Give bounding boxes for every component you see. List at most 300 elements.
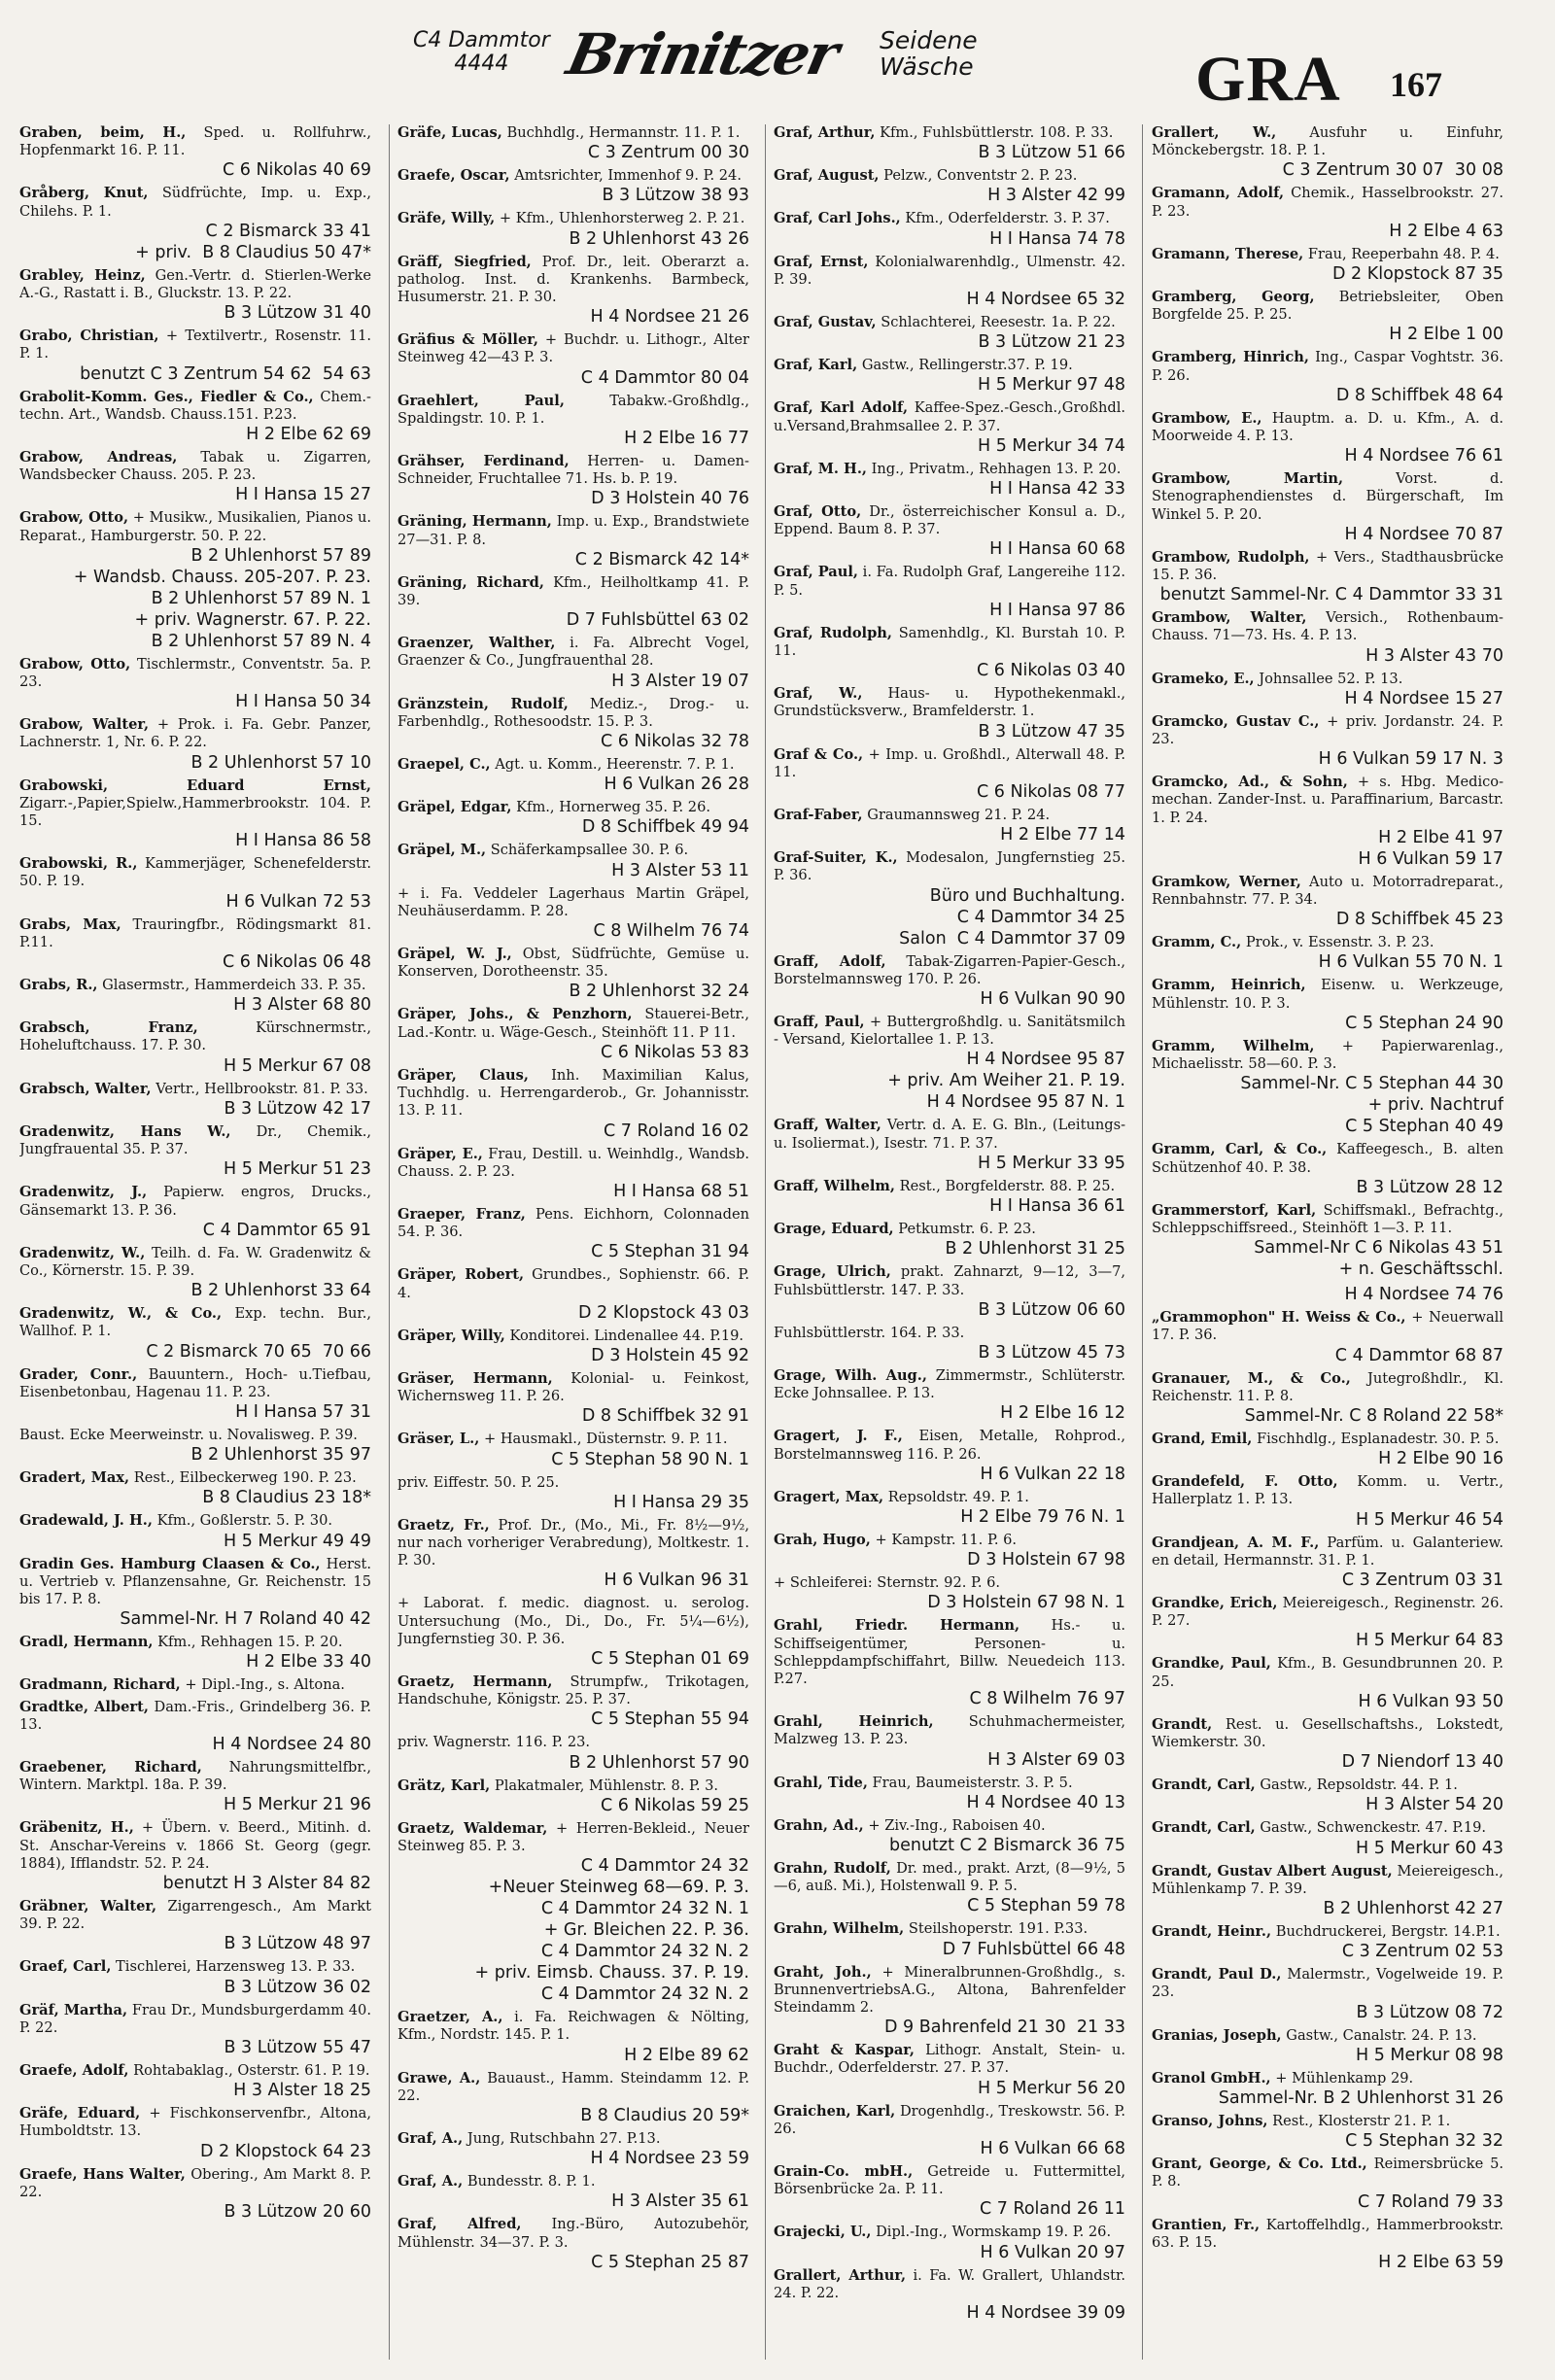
entry-details: i. Fa. W. Grallert, Uhlandstr. 24. P. 22. [774,2266,1125,2301]
entry-details: Komm. u. Vertr., Hallerplatz 1. P. 13. [1152,1473,1503,1508]
entry-phone: H 4 Nordsee 23 59 [590,2149,749,2169]
entry-details: + Kfm., Uhlenhorsterweg 2. P. 21. [499,210,745,227]
entry-details: Frau, Destill. u. Weinhdlg., Wandsb. Chauss. 2. P. 23. [397,1145,749,1180]
entry-details: + Herren-Bekleid., Neuer Steinweg 85. P. 3. [397,1819,749,1854]
directory-entry [397,696,749,752]
entry-name: Graetz, Hermann, [397,1673,553,1690]
entry-phone: H 5 Merkur 34 74 [977,435,1125,456]
entry-details: Zigarrengesch., Am Markt 39. P. 22. [19,1897,371,1933]
directory-entry [397,1673,749,1730]
entry-phone: + priv. Am Weiher 21. P. 19. [887,1071,1125,1091]
directory-entry [397,1328,749,1366]
entry-phone: Sammel-Nr. C 5 Stephan 44 30 [1240,1074,1503,1094]
entry-details: Kfm., Goßlerstr. 5. P. 30. [156,1512,333,1530]
entry-details: Dr., österreichischer Konsul a. D., Eppend. Baum 8. P. 37. [774,503,1125,538]
entry-phone: C 6 Nikolas 40 69 [222,160,371,181]
directory-entry [397,210,749,249]
entry-phone: H I Hansa 74 78 [989,228,1125,249]
directory-entry [1152,124,1503,181]
entry-phone: H 4 Nordsee 40 13 [966,1792,1125,1812]
entry-details: Tabak-Zigarren-Papier-Gesch., Borstelmannsweg 170. P. 26. [774,952,1125,987]
directory-entry [397,1206,749,1262]
entry-name: Gramkow, Werner, [1152,873,1301,890]
entry-name: Graepel, C., [397,756,491,774]
entry-name: Grahl, Heinrich, [774,1713,934,1731]
entry-name: Gränzstein, Rudolf, [397,695,569,712]
entry-name: Graf, Alfred, [397,2216,522,2233]
entry-phone: B 2 Uhlenhorst 42 27 [1323,1898,1503,1918]
entry-phone: B 2 Uhlenhorst 57 89 [190,545,371,566]
entry-phone: C 5 Stephan 32 32 [1345,2131,1503,2152]
entry-details: i. Fa. Albrecht Vogel, Graenzer & Co., Jungfrauenthal 28. [397,635,749,670]
entry-details: Mediz.-, Drog.- u. Farbenhdlg., Rothesoodstr. 15. P. 3. [397,695,749,730]
entry-details: Rohtabaklag., Osterstr. 61. P. 19. [133,2061,370,2079]
entry-phone: C 7 Roland 79 33 [1357,2191,1503,2212]
entry-phone: C 4 Dammtor 24 32 N. 2 [540,1942,749,1962]
directory-entry [397,2070,749,2126]
directory-entry [1152,2113,1503,2152]
entry-name: Grabs, Max, [19,915,121,933]
directory-entry [1152,1473,1503,1530]
entry-details: Gastw., Canalstr. 24. P. 13. [1286,2026,1477,2044]
entry-name: Graff, Paul, [774,1014,865,1031]
directory-entry [19,2002,371,2058]
entry-phone: H 6 Vulkan 93 50 [1358,1691,1503,1711]
advertisement-tagline-line-1: Seidene [880,26,978,54]
entry-name: Graht, Joh., [774,1963,872,1981]
entry-details: Eisenw. u. Werkzeuge, Mühlenstr. 10. P. 3. [1152,977,1503,1012]
entry-details: Gastw., Schwenckestr. 47. P.19. [1260,1819,1487,1837]
directory-entry [1152,470,1503,545]
entry-details: Vertr. d. A. E. G. Bln., (Leitungs- u. Isoliermat.), Isestr. 71. P. 37. [774,1117,1125,1152]
entry-details: Meiereigesch., Reginenstr. 26. P. 27. [1152,1594,1503,1630]
entry-phone: B 3 Lützow 08 72 [1356,2002,1503,2022]
entry-name: Graf-Faber, [774,807,863,824]
entry-phone: B 3 Lützow 31 40 [224,303,371,324]
entry-name: Grameko, E., [1152,670,1255,687]
entry-details: Betriebsleiter, Oben Borgfelde 25. P. 25. [1152,289,1503,324]
entry-details: Rest., Eilbeckerweg 190. P. 23. [133,1469,357,1487]
entry-details: + Prok. i. Fa. Gebr. Panzer, Lachnerstr. 1, Nr. 6. P. 22. [19,716,371,751]
entry-phone: H 4 Nordsee 95 87 [966,1050,1125,1070]
entry-name: Gradewald, J. H., [19,1512,153,1530]
directory-entry [774,1263,1125,1320]
directory-entry [1152,1923,1503,1962]
entry-details: Kürschnermstr., Hoheluftchauss. 17. P. 30. [19,1019,371,1054]
entry-details: + Musikw., Musikalien, Pianos u. Reparat., Hamburgerstr. 50. P. 22. [19,509,371,544]
column-divider [765,124,766,2360]
advertisement-brand-logo: Brinitzer [561,21,844,87]
entry-phone: H 4 Nordsee 39 09 [966,2303,1125,2323]
entry-name: Gradtke, Albert, [19,1698,149,1715]
directory-entry [1152,1141,1503,1197]
directory-entry [774,1617,1125,1709]
entry-name: Graebener, Richard, [19,1758,202,1776]
entry-name: Gragert, Max, [774,1488,884,1505]
entry-details: Tabakw.-Großhdlg., Spaldingstr. 10. P. 1. [397,392,749,427]
entry-name: „Grammophon" H. Weiss & Co., [1152,1309,1406,1327]
entry-name: Graenzer, Walther, [397,635,556,652]
entry-phone: B 2 Uhlenhorst 32 24 [569,982,749,1002]
entry-phone: H 3 Alster 18 25 [233,2081,371,2101]
directory-entry [397,885,749,942]
entry-details: + Vers., Stadthausbrücke 15. P. 36. [1152,548,1503,584]
entry-name: Gräpel, W. J., [397,946,512,963]
entry-phone: B 2 Uhlenhorst 57 90 [569,1752,749,1773]
directory-entry [19,1245,371,1301]
page-number: 167 [1390,65,1442,104]
entry-name: Graf, Otto, [774,503,862,521]
entry-name: Grage, Ulrich, [774,1263,891,1281]
entry-name: Graff, Wilhelm, [774,1177,895,1194]
entry-phone: H I Hansa 86 58 [235,831,371,851]
directory-entry [1152,1819,1503,1858]
section-code: GRA [1195,44,1341,115]
entry-phone: D 8 Schiffbek 49 94 [581,817,749,838]
entry-name: Gräser, L., [397,1431,480,1448]
entry-details: Pelzw., Conventstr 2. P. 23. [883,167,1078,185]
entry-phone: C 5 Stephan 01 69 [591,1648,749,1669]
entry-name: Grabowski, R., [19,855,138,873]
entry-details: Exp. techn. Bur., Wallhof. P. 1. [19,1305,371,1340]
entry-name: Gräper, E., [397,1145,483,1162]
directory-column-2 [397,124,749,2369]
entry-details: priv. Wagnerstr. 116. P. 23. [397,1734,591,1751]
entry-name: Gräf, Martha, [19,2001,128,2018]
entry-name: Grambow, Martin, [1152,470,1344,488]
entry-phone: H I Hansa 29 35 [613,1492,749,1512]
directory-entry [19,1512,371,1551]
directory-entry [19,185,371,262]
directory-entry [1152,1966,1503,2022]
entry-phone: H 5 Merkur 51 23 [223,1159,371,1180]
directory-entry [774,1117,1125,1173]
directory-entry [1152,1431,1503,1469]
entry-phone: H 2 Elbe 16 12 [1000,1403,1125,1424]
entry-details: Amtsrichter, Immenhof 9. P. 24. [514,167,742,185]
entry-phone: C 5 Stephan 31 94 [591,1242,749,1262]
entry-phone: C 6 Nikolas 06 48 [222,952,371,973]
entry-name: Grabo, Christian, [19,328,159,345]
entry-phone: C 6 Nikolas 53 83 [600,1042,749,1062]
directory-entry [19,656,371,712]
entry-phone: D 9 Bahrenfeld 21 30 21 33 [883,2018,1125,2038]
entry-details: Getreide u. Futtermittel, Börsenbrücke 2a. P. 11. [774,2162,1125,2198]
entry-phone: C 4 Dammtor 24 32 N. 1 [540,1899,749,1919]
entry-phone: H 2 Elbe 33 40 [246,1652,371,1673]
directory-entry [1152,1284,1503,1305]
entry-details: Zigarr.-,Papier,Spielw.,Hammerbrookstr. 104. P. 15. [19,794,371,830]
entry-phone: B 3 Lützow 20 60 [224,2202,371,2222]
entry-name: Grandjean, A. M. F., [1152,1534,1320,1551]
entry-details: Johnsallee 52. P. 13. [1259,670,1403,687]
directory-entry [774,1428,1125,1484]
directory-entry [397,1006,749,1062]
entry-phone: + priv. B 8 Claudius 50 47* [135,242,371,262]
entry-details: Kfm., Hornerweg 35. P. 26. [516,799,711,816]
entry-phone: +Neuer Steinweg 68—69. P. 3. [488,1878,749,1898]
entry-details: Dr. med., prakt. Arzt, (8—9½, 5—6, auß. Mi.), Holstenwall 9. P. 5. [774,1859,1125,1895]
entry-name: Gräpel, M., [397,842,487,859]
entry-phone: B 3 Lützow 36 02 [224,1977,371,1997]
entry-name: Grabow, Otto, [19,655,131,673]
entry-phone: C 4 Dammtor 24 32 [580,1856,749,1877]
entry-details: Trauringfbr., Rödingsmarkt 81. P.11. [19,915,371,950]
directory-entry [774,1920,1125,1959]
entry-details: Parfüm. u. Galanteriew. en detail, Hermannstr. 31. P. 1. [1152,1534,1503,1569]
entry-details: Imp. u. Exp., Brandstwiete 27—31. P. 8. [397,513,749,548]
entry-phone: C 3 Zentrum 03 31 [1341,1569,1503,1590]
entry-phone: H 2 Elbe 77 14 [1000,825,1125,845]
directory-entry [774,2103,1125,2159]
entry-details: Rest., Borgfelderstr. 88. P. 25. [899,1177,1116,1194]
entry-name: Gragert, J. F., [774,1428,903,1445]
entry-name: Graefe, Oscar, [397,167,510,185]
entry-phone: H 2 Elbe 62 69 [246,425,371,445]
entry-name: Grabley, Heinz, [19,266,146,284]
entry-name: Gräff, Siegfried, [397,253,532,270]
entry-details: + Imp. u. Großhdl., Alterwall 48. P. 11. [774,745,1125,780]
entry-name: Gradin Ges. Hamburg Claasen & Co., [19,1555,321,1572]
entry-details: Prof. Dr., (Mo., Mi., Fr. 8½—9½, nur nach vorheriger Verabredung), Moltkestr. 1. P. 30. [397,1516,749,1569]
directory-entry [19,2105,371,2161]
entry-name: Grabsch, Franz, [19,1019,198,1037]
directory-entry [397,635,749,691]
directory-entry [1152,2217,1503,2273]
entry-name: Gramcko, Gustav C., [1152,712,1320,730]
entry-details: Chem.-techn. Art., Wandsb. Chauss.151. P.23. [19,388,371,423]
entry-details: Frau, Reeperbahn 48. P. 4. [1307,245,1500,262]
directory-entry [19,2062,371,2101]
entry-phone: C 5 Stephan 25 87 [591,2252,749,2272]
entry-phone: C 3 Zentrum 02 53 [1341,1942,1503,1962]
entry-name: Granauer, M., & Co., [1152,1369,1351,1387]
directory-entry [774,1178,1125,1217]
entry-name: Grähser, Ferdinand, [397,453,570,470]
directory-entry [19,916,371,973]
entry-name: Grandt, Carl, [1152,1776,1256,1794]
entry-name: Graf-Suiter, K., [774,849,898,867]
entry-details: Frau, Baumeisterstr. 3. P. 5. [872,1774,1073,1791]
directory-entry [1152,609,1503,666]
entry-details: Meiereigesch., Mühlenkamp 7. P. 39. [1152,1862,1503,1897]
entry-details: Ausfuhr u. Einfuhr, Mönckebergstr. 18. P. 1. [1152,124,1503,159]
entry-name: Gråberg, Knut, [19,185,149,202]
entry-details: + Dipl.-Ing., s. Altona. [185,1676,345,1694]
entry-phone: B 2 Uhlenhorst 31 25 [945,1239,1125,1259]
directory-entry [397,574,749,631]
directory-entry [19,509,371,651]
directory-entry [19,1958,371,1997]
directory-entry [19,1469,371,1508]
entry-phone: D 7 Fuhlsbüttel 66 48 [942,1939,1125,1959]
entry-phone: D 7 Fuhlsbüttel 63 02 [566,610,749,631]
directory-entry [397,1146,749,1202]
directory-entry [774,685,1125,742]
entry-phone: D 8 Schiffbek 48 64 [1335,385,1503,405]
entry-phone: + Gr. Bleichen 22. P. 36. [543,1920,749,1941]
entry-name: Gramm, C., [1152,934,1242,951]
directory-entry [19,977,371,1016]
entry-phone: H 4 Nordsee 15 27 [1344,688,1503,708]
entry-name: Graefe, Adolf, [19,2061,129,2079]
directory-entry [397,254,749,328]
directory-entry [19,1123,371,1180]
directory-column-1 [19,124,371,2369]
entry-phone: Sammel-Nr. H 7 Roland 40 42 [120,1609,371,1630]
entry-details: Buchdruckerei, Bergstr. 14.P.1. [1275,1922,1501,1940]
entry-name: Graeper, Franz, [397,1205,526,1223]
entry-details: Inh. Maximilian Kalus, Tuchhdlg. u. Herrengarderob., Gr. Johannisstr. 13. P. 11. [397,1066,749,1120]
entry-details: Kolonial- u. Feinkost, Wichernsweg 11. P. 26. [397,1369,749,1405]
directory-entry [1152,1535,1503,1591]
entry-details: Rest., Klosterstr 21. P. 1. [1272,2112,1451,2129]
entry-phone: H 5 Merkur 21 96 [223,1795,371,1815]
directory-entry [774,1860,1125,1916]
entry-phone: H 2 Elbe 1 00 [1389,325,1503,345]
entry-details: Tischlerei, Harzensweg 13. P. 33. [116,1958,356,1976]
directory-entry [774,1532,1125,1570]
entry-name: Gräning, Hermann, [397,513,552,531]
directory-entry [1152,2070,1503,2109]
directory-entry [397,1266,749,1323]
entry-phone: H 2 Elbe 41 97 [1378,827,1503,847]
entry-details: Ing., Privatm., Rehhagen 13. P. 20. [871,460,1122,477]
directory-entry [397,2130,749,2169]
entry-details: Vertr., Hellbrookstr. 81. P. 33. [156,1080,368,1097]
entry-details: Teilh. d. Fa. W. Gradenwitz & Co., Körnerstr. 15. P. 39. [19,1244,371,1279]
entry-phone: + priv. Eimsb. Chauss. 37. P. 19. [474,1963,749,1983]
entry-phone: B 3 Lützow 06 60 [978,1299,1125,1320]
entry-phone: H 6 Vulkan 20 97 [980,2242,1125,2262]
entry-name: Grahl, Tide, [774,1774,868,1791]
entry-details: Haus- u. Hypothekenmakl., Grundstücksverw., Bramfelderstr. 1. [774,685,1125,720]
entry-details: Strumpfw., Trikotagen, Handschuhe, Königstr. 25. P. 37. [397,1673,749,1708]
entry-details: Dam.-Fris., Grindelberg 36. P. 13. [19,1698,371,1733]
entry-phone: H 4 Nordsee 74 76 [1344,1285,1503,1305]
entry-phone: H I Hansa 50 34 [235,692,371,712]
directory-entry [774,564,1125,620]
entry-details: Buchhdlg., Hermannstr. 11. P. 1. [506,124,741,141]
entry-phone: B 3 Lützow 42 17 [224,1098,371,1119]
directory-entry [19,124,371,181]
entry-phone: Büro und Buchhaltung. [929,885,1125,906]
directory-entry [19,1556,371,1631]
entry-phone: H 4 Nordsee 76 61 [1344,446,1503,466]
directory-entry [1152,774,1503,870]
entry-name: Graetz, Waldemar, [397,1819,548,1837]
directory-entry [1152,1038,1503,1137]
entry-name: Graf, Rudolph, [774,624,892,641]
entry-phone: H I Hansa 68 51 [613,1181,749,1201]
directory-entry [1152,1370,1503,1427]
entry-phone: H 3 Alster 69 03 [987,1749,1125,1770]
entry-name: Graben, beim, H., [19,124,187,141]
entry-name: Gradenwitz, W., [19,1244,146,1261]
entry-name: Gräfe, Eduard, [19,2105,141,2122]
entry-details: + Mineralbrunnen-Großhdlg., s. BrunnenvertriebsA.G., Altona, Bahrenfelder Steindamm 2. [774,1963,1125,2016]
entry-phone: D 3 Holstein 40 76 [591,489,749,509]
entry-phone: C 5 Stephan 55 94 [591,1709,749,1730]
entry-name: Granol GmbH., [1152,2069,1271,2087]
entry-details: Zimmermstr., Schlüterstr. Ecke Johnsallee. P. 13. [774,1366,1125,1402]
entry-details: + Mühlenkamp 29. [1275,2069,1414,2087]
entry-name: Gräfe, Willy, [397,210,496,227]
entry-details: + Neuerwall 17. P. 36. [1152,1309,1503,1344]
directory-entry [19,1305,371,1362]
entry-phone: H I Hansa 15 27 [235,485,371,505]
directory-entry [19,1366,371,1423]
entry-details: Prof. Dr., leit. Oberarzt a. patholog. Inst. d. Krankenhs. Barmbeck, Husumerstr. 21. P. 30. [397,253,749,306]
entry-name: Gräser, Hermann, [397,1369,553,1387]
page-header [0,0,1555,115]
entry-name: Gradenwitz, W., & Co., [19,1305,223,1323]
entry-details: i. Fa. Rudolph Graf, Langereihe 112. P. 5. [774,564,1125,599]
directory-entry [1152,1776,1503,1815]
entry-phone: H 3 Alster 68 80 [233,995,371,1016]
entry-details: Kfm., B. Gesundbrunnen 20. P. 25. [1152,1655,1503,1690]
entry-details: + priv. Jordanstr. 24. P. 23. [1152,712,1503,748]
entry-phone: B 3 Lützow 48 97 [224,1934,371,1954]
entry-phone: C 5 Stephan 58 90 N. 1 [551,1449,749,1469]
entry-details: Kolonialwarenhdlg., Ulmenstr. 42. P. 39. [774,253,1125,288]
entry-details: Gastw., Rellingerstr.37. P. 19. [861,357,1073,374]
entry-details: Auto u. Motorradreparat., Rennbahnstr. 77. P. 34. [1152,873,1503,909]
directory-entry [774,1713,1125,1770]
entry-details: Kartoffelhdlg., Hammerbrookstr. 63. P. 15. [1152,2216,1503,2251]
entry-details: Ing.-Büro, Autozubehör, Mühlenstr. 34—37. P. 3. [397,2216,749,2251]
entry-name: Grant, George, & Co. Ltd., [1152,2156,1367,2173]
entry-phone: B 8 Claudius 23 18* [202,1488,371,1508]
entry-phone: D 8 Schiffbek 45 23 [1335,910,1503,930]
entry-name: Gräper, Claus, [397,1066,529,1084]
directory-column-4 [1152,124,1503,2369]
directory-entry [397,1067,749,1142]
entry-phone: C 4 Dammtor 68 87 [1334,1345,1503,1365]
entry-phone: B 2 Uhlenhorst 57 89 N. 1 [151,588,371,608]
entry-phone: C 3 Zentrum 00 30 [587,143,749,163]
directory-entry [1152,1202,1503,1280]
entry-phone: D 2 Klopstock 87 35 [1332,264,1503,285]
entry-name: Grand, Emil, [1152,1430,1253,1447]
entry-name: Graf, Paul, [774,564,859,581]
entry-phone: H 5 Merkur 33 95 [977,1153,1125,1173]
entry-phone: benutzt C 3 Zentrum 54 62 54 63 [80,363,371,384]
entry-phone: B 3 Lützow 47 35 [978,721,1125,742]
entry-details: Lithogr. Anstalt, Stein- u. Buchdr., Oderfelderstr. 27. P. 37. [774,2042,1125,2077]
entry-name: Graf, Ernst, [774,253,869,270]
entry-phone: B 8 Claudius 20 59* [580,2105,749,2125]
entry-phone: H 5 Merkur 64 83 [1355,1631,1503,1651]
entry-name: Grahn, Wilhelm, [774,1920,905,1938]
entry-details: Kaffee-Spez.-Gesch.,Großhdl. u.Versand,Brahmsallee 2. P. 37. [774,399,1125,434]
column-divider [389,124,390,2360]
entry-details: i. Fa. Reichwagen & Nölting, Kfm., Nordstr. 145. P. 1. [397,2009,749,2044]
entry-details: Hs.- u. Schiffseigentümer, Personen- u. Schleppdampfschiffahrt, Billw. Neuedeich 113. P.27. [774,1617,1125,1687]
entry-phone: H 2 Elbe 63 59 [1378,2253,1503,2272]
entry-name: Graf, W., [774,685,863,703]
entry-details: Schlachterei, Reesestr. 1a. P. 22. [881,314,1116,331]
entry-phone: H 3 Alster 35 61 [611,2191,749,2212]
directory-entry [774,1574,1125,1613]
entry-details: Bauuntern., Hoch- u.Tiefbau, Eisenbetonbau, Hagenau 11. P. 23. [19,1365,371,1400]
directory-entry [1152,977,1503,1033]
directory-entry [774,953,1125,1010]
entry-phone: + priv. Wagnerstr. 67. P. 22. [134,609,371,630]
entry-details: + Fischkonservenfbr., Altona, Humboldtstr. 13. [19,2105,371,2140]
entry-details: + Buttergroßhdlg. u. Sanitätsmilch - Versand, Kielortallee 1. P. 13. [774,1014,1125,1049]
entry-phone: H 5 Merkur 08 98 [1355,2045,1503,2065]
